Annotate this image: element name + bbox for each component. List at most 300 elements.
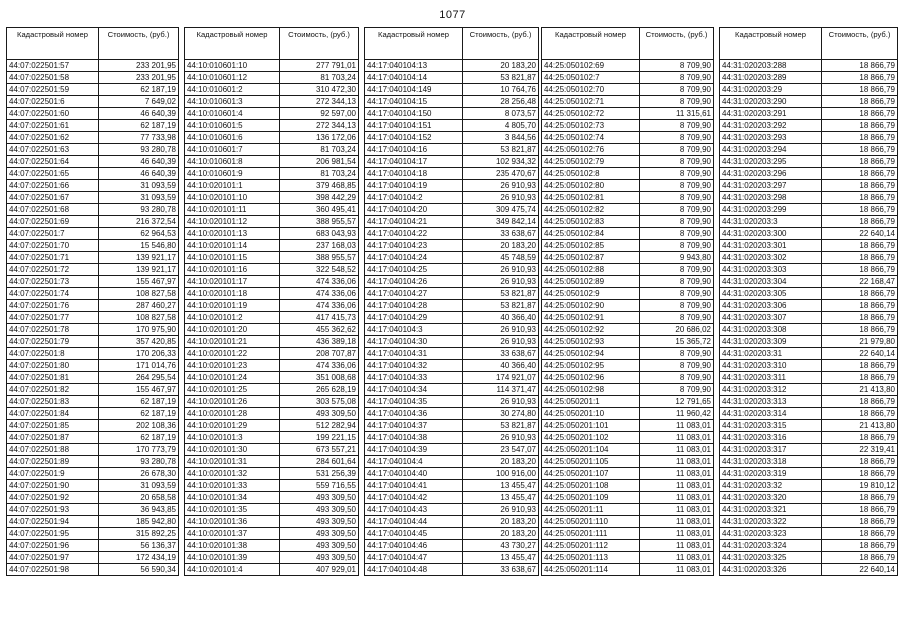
cadastral-number-cell: 44:10:020101:18 xyxy=(185,288,280,300)
cost-cell: 8 709,90 xyxy=(640,144,714,156)
cost-cell: 20 183,20 xyxy=(463,528,539,540)
table-row xyxy=(720,168,898,180)
cadastral-number-cell: 44:10:020101:23 xyxy=(185,360,280,372)
cadastral-number-cell: 44:10:010601:10 xyxy=(185,60,280,72)
cadastral-number-cell: 44:17:040104:27 xyxy=(365,288,463,300)
cadastral-number-cell: 44:07:022501:76 xyxy=(7,300,99,312)
cadastral-number-cell: 44:31:020203:289 xyxy=(720,72,822,84)
cost-cell: 18 866,79 xyxy=(822,132,898,144)
cost-cell: 233 201,95 xyxy=(99,60,179,72)
cadastral-number-cell: 44:10:020101:2 xyxy=(185,312,280,324)
cost-cell: 26 910,93 xyxy=(463,504,539,516)
cadastral-number-cell: 44:07:022501:71 xyxy=(7,252,99,264)
cost-cell: 46 640,39 xyxy=(99,156,179,168)
cost-cell: 315 892,25 xyxy=(99,528,179,540)
cost-cell: 8 709,90 xyxy=(640,120,714,132)
cost-cell: 155 467,97 xyxy=(99,384,179,396)
cost-cell: 22 640,14 xyxy=(822,228,898,240)
cost-cell: 174 921,07 xyxy=(463,372,539,384)
cost-cell: 474 336,06 xyxy=(280,288,359,300)
cost-cell: 8 709,90 xyxy=(640,180,714,192)
table-row xyxy=(365,216,539,228)
cadastral-number-cell: 44:17:040104:32 xyxy=(365,360,463,372)
cadastral-number-cell: 44:17:040104:44 xyxy=(365,516,463,528)
table-row xyxy=(7,516,179,528)
table-row xyxy=(720,408,898,420)
cost-cell: 235 470,67 xyxy=(463,168,539,180)
cost-cell: 22 640,14 xyxy=(822,348,898,360)
table-row xyxy=(7,192,179,204)
cost-cell: 8 709,90 xyxy=(640,348,714,360)
cost-cell: 18 866,79 xyxy=(822,264,898,276)
table-row xyxy=(7,96,179,108)
table-row xyxy=(7,480,179,492)
cadastral-number-cell: 44:17:040104:151 xyxy=(365,120,463,132)
table-row xyxy=(185,324,359,336)
cost-cell: 62 964,53 xyxy=(99,228,179,240)
cost-cell: 264 295,54 xyxy=(99,372,179,384)
table-row xyxy=(542,372,714,384)
cadastral-number-cell: 44:17:040104:15 xyxy=(365,96,463,108)
cadastral-number-cell: 44:31:020203:326 xyxy=(720,564,822,576)
table-row xyxy=(365,480,539,492)
cost-cell: 8 709,90 xyxy=(640,360,714,372)
cost-cell: 309 475,74 xyxy=(463,204,539,216)
table-row xyxy=(720,456,898,468)
table-row xyxy=(7,240,179,252)
cost-cell: 26 910,93 xyxy=(463,192,539,204)
cadastral-number-cell: 44:10:020101:34 xyxy=(185,492,280,504)
table-row xyxy=(720,360,898,372)
table-row xyxy=(185,144,359,156)
cadastral-number-cell: 44:07:022501:57 xyxy=(7,60,99,72)
cadastral-number-cell: 44:17:040104:3 xyxy=(365,324,463,336)
cadastral-number-cell: 44:31:020203:300 xyxy=(720,228,822,240)
table-row xyxy=(185,444,359,456)
cost-cell: 18 866,79 xyxy=(822,372,898,384)
header-cadastral-number: Кадастровый номер xyxy=(720,28,822,60)
cost-cell: 136 172,06 xyxy=(280,132,359,144)
cost-cell: 21 413,80 xyxy=(822,420,898,432)
cost-cell: 170 206,33 xyxy=(99,348,179,360)
cadastral-number-cell: 44:07:022501:58 xyxy=(7,72,99,84)
table-row xyxy=(365,312,539,324)
cost-cell: 8 709,90 xyxy=(640,276,714,288)
cadastral-table-5 xyxy=(719,27,898,576)
cadastral-number-cell: 44:07:022501:62 xyxy=(7,132,99,144)
cost-cell: 18 866,79 xyxy=(822,84,898,96)
cadastral-number-cell: 44:10:020101:35 xyxy=(185,504,280,516)
table-row xyxy=(720,324,898,336)
table-row xyxy=(7,108,179,120)
table-row xyxy=(365,156,539,168)
cost-cell: 493 309,50 xyxy=(280,552,359,564)
cost-cell: 45 748,59 xyxy=(463,252,539,264)
cost-cell: 170 773,79 xyxy=(99,444,179,456)
cadastral-number-cell: 44:17:040104:21 xyxy=(365,216,463,228)
cost-cell: 531 256,39 xyxy=(280,468,359,480)
cadastral-number-cell: 44:17:040104:39 xyxy=(365,444,463,456)
cadastral-number-cell: 44:17:040104:43 xyxy=(365,504,463,516)
cadastral-number-cell: 44:10:010601:12 xyxy=(185,72,280,84)
cadastral-number-cell: 44:07:022501:83 xyxy=(7,396,99,408)
table-row xyxy=(7,84,179,96)
table-row xyxy=(542,168,714,180)
table-row xyxy=(720,492,898,504)
cadastral-number-cell: 44:10:020101:15 xyxy=(185,252,280,264)
table-row xyxy=(365,72,539,84)
cost-cell: 493 309,50 xyxy=(280,492,359,504)
table-row xyxy=(720,96,898,108)
cadastral-number-cell: 44:07:022501:85 xyxy=(7,420,99,432)
cadastral-number-cell: 44:07:022501:67 xyxy=(7,192,99,204)
cost-cell: 284 601,64 xyxy=(280,456,359,468)
cost-cell: 18 866,79 xyxy=(822,96,898,108)
table-row xyxy=(720,420,898,432)
cadastral-number-cell: 44:07:022501:77 xyxy=(7,312,99,324)
table-row xyxy=(7,384,179,396)
cost-cell: 21 413,80 xyxy=(822,384,898,396)
table-row xyxy=(7,360,179,372)
header-cost: Стоимость, (руб.) xyxy=(640,28,714,60)
cadastral-number-cell: 44:07:022501:93 xyxy=(7,504,99,516)
table-row xyxy=(7,552,179,564)
table-row xyxy=(365,360,539,372)
cadastral-table-4 xyxy=(541,27,714,576)
cost-cell: 8 709,90 xyxy=(640,132,714,144)
table-row xyxy=(7,60,179,72)
table-row xyxy=(365,84,539,96)
cost-cell: 277 791,01 xyxy=(280,60,359,72)
cost-cell: 233 201,95 xyxy=(99,72,179,84)
cadastral-number-cell: 44:25:050201:111 xyxy=(542,528,640,540)
cadastral-number-cell: 44:17:040104:42 xyxy=(365,492,463,504)
cadastral-number-cell: 44:07:022501:73 xyxy=(7,276,99,288)
cadastral-number-cell: 44:25:050201:108 xyxy=(542,480,640,492)
cadastral-number-cell: 44:17:040104:19 xyxy=(365,180,463,192)
cadastral-number-cell: 44:07:022501:94 xyxy=(7,516,99,528)
cadastral-table-1 xyxy=(6,27,179,576)
cadastral-number-cell: 44:25:050102:91 xyxy=(542,312,640,324)
cadastral-number-cell: 44:07:022501:79 xyxy=(7,336,99,348)
table-row xyxy=(185,492,359,504)
cadastral-number-cell: 44:31:020203:322 xyxy=(720,516,822,528)
table-row xyxy=(542,420,714,432)
table-row xyxy=(7,264,179,276)
table-row xyxy=(7,276,179,288)
cadastral-number-cell: 44:31:020203:321 xyxy=(720,504,822,516)
cost-cell: 11 083,01 xyxy=(640,564,714,576)
cadastral-number-cell: 44:25:050102:88 xyxy=(542,264,640,276)
table-header-row xyxy=(365,28,539,60)
table-row xyxy=(185,432,359,444)
cost-cell: 388 955,57 xyxy=(280,216,359,228)
table-row xyxy=(542,564,714,576)
table-row xyxy=(185,312,359,324)
table-row xyxy=(7,492,179,504)
table-row xyxy=(542,396,714,408)
cadastral-number-cell: 44:07:022501:6 xyxy=(7,96,99,108)
header-cost: Стоимость, (руб.) xyxy=(822,28,898,60)
cost-cell: 417 415,73 xyxy=(280,312,359,324)
cost-cell: 12 791,65 xyxy=(640,396,714,408)
table-row xyxy=(542,120,714,132)
cadastral-number-cell: 44:07:022501:98 xyxy=(7,564,99,576)
cost-cell: 23 547,07 xyxy=(463,444,539,456)
cost-cell: 237 168,03 xyxy=(280,240,359,252)
cadastral-number-cell: 44:31:020203:319 xyxy=(720,468,822,480)
cost-cell: 53 821,87 xyxy=(463,144,539,156)
cost-cell: 171 014,76 xyxy=(99,360,179,372)
cadastral-number-cell: 44:31:020203:291 xyxy=(720,108,822,120)
table-row xyxy=(365,408,539,420)
cost-cell: 93 280,78 xyxy=(99,204,179,216)
header-cadastral-number: Кадастровый номер xyxy=(7,28,99,60)
table-row xyxy=(185,396,359,408)
cadastral-number-cell: 44:10:020101:19 xyxy=(185,300,280,312)
table-row xyxy=(185,168,359,180)
table-row xyxy=(365,552,539,564)
cost-cell: 46 640,39 xyxy=(99,108,179,120)
table-row xyxy=(720,384,898,396)
cadastral-number-cell: 44:31:020203:307 xyxy=(720,312,822,324)
cost-cell: 18 866,79 xyxy=(822,456,898,468)
cost-cell: 11 083,01 xyxy=(640,420,714,432)
cost-cell: 474 336,06 xyxy=(280,276,359,288)
table-row xyxy=(185,564,359,576)
table-row xyxy=(7,444,179,456)
cadastral-number-cell: 44:25:050201:105 xyxy=(542,456,640,468)
cadastral-number-cell: 44:17:040104:149 xyxy=(365,84,463,96)
cadastral-number-cell: 44:31:020203:325 xyxy=(720,552,822,564)
cadastral-number-cell: 44:17:040104:47 xyxy=(365,552,463,564)
cadastral-number-cell: 44:25:050102:9 xyxy=(542,288,640,300)
cadastral-number-cell: 44:07:022501:64 xyxy=(7,156,99,168)
cost-cell: 20 183,20 xyxy=(463,516,539,528)
cost-cell: 18 866,79 xyxy=(822,360,898,372)
cost-cell: 18 866,79 xyxy=(822,72,898,84)
cost-cell: 31 093,59 xyxy=(99,180,179,192)
table-row xyxy=(185,216,359,228)
cost-cell: 18 866,79 xyxy=(822,432,898,444)
cadastral-number-cell: 44:31:020203:295 xyxy=(720,156,822,168)
cadastral-number-cell: 44:25:050201:110 xyxy=(542,516,640,528)
cadastral-number-cell: 44:25:050102:79 xyxy=(542,156,640,168)
cost-cell: 100 916,00 xyxy=(463,468,539,480)
table-row xyxy=(542,288,714,300)
cadastral-number-cell: 44:10:020101:24 xyxy=(185,372,280,384)
table-row xyxy=(720,192,898,204)
cost-cell: 19 810,12 xyxy=(822,480,898,492)
table-row xyxy=(365,168,539,180)
cost-cell: 8 709,90 xyxy=(640,372,714,384)
table-row xyxy=(7,180,179,192)
cadastral-number-cell: 44:07:022501:82 xyxy=(7,384,99,396)
cost-cell: 26 910,93 xyxy=(463,276,539,288)
cost-cell: 18 866,79 xyxy=(822,312,898,324)
cost-cell: 18 866,79 xyxy=(822,108,898,120)
cadastral-number-cell: 44:31:020203:323 xyxy=(720,528,822,540)
cadastral-number-cell: 44:17:040104:2 xyxy=(365,192,463,204)
cadastral-number-cell: 44:07:022501:66 xyxy=(7,180,99,192)
cost-cell: 8 709,90 xyxy=(640,384,714,396)
table-row xyxy=(185,192,359,204)
table-row xyxy=(720,84,898,96)
cost-cell: 62 187,19 xyxy=(99,84,179,96)
table-row xyxy=(7,348,179,360)
table-row xyxy=(185,336,359,348)
cadastral-number-cell: 44:25:050102:71 xyxy=(542,96,640,108)
cadastral-number-cell: 44:17:040104:46 xyxy=(365,540,463,552)
cost-cell: 8 709,90 xyxy=(640,228,714,240)
table-row xyxy=(542,384,714,396)
cadastral-number-cell: 44:25:050102:85 xyxy=(542,240,640,252)
cost-cell: 11 083,01 xyxy=(640,468,714,480)
cadastral-number-cell: 44:31:020203:314 xyxy=(720,408,822,420)
cadastral-number-cell: 44:17:040104:41 xyxy=(365,480,463,492)
cost-cell: 18 866,79 xyxy=(822,528,898,540)
cost-cell: 13 455,47 xyxy=(463,552,539,564)
table-row xyxy=(365,276,539,288)
table-row xyxy=(365,288,539,300)
cost-cell: 18 866,79 xyxy=(822,492,898,504)
cadastral-number-cell: 44:07:022501:9 xyxy=(7,468,99,480)
cadastral-number-cell: 44:31:020203:301 xyxy=(720,240,822,252)
cadastral-number-cell: 44:17:040104:40 xyxy=(365,468,463,480)
cost-cell: 388 955,57 xyxy=(280,252,359,264)
cadastral-number-cell: 44:25:050201:10 xyxy=(542,408,640,420)
cadastral-number-cell: 44:25:050102:96 xyxy=(542,372,640,384)
table-row xyxy=(365,420,539,432)
cadastral-number-cell: 44:07:022501:74 xyxy=(7,288,99,300)
table-row xyxy=(185,420,359,432)
cadastral-number-cell: 44:31:020203:324 xyxy=(720,540,822,552)
header-cadastral-number: Кадастровый номер xyxy=(365,28,463,60)
table-row xyxy=(7,540,179,552)
table-row xyxy=(542,480,714,492)
cost-cell: 40 366,40 xyxy=(463,312,539,324)
cadastral-number-cell: 44:31:020203:304 xyxy=(720,276,822,288)
table-row xyxy=(542,252,714,264)
cadastral-number-cell: 44:17:040104:30 xyxy=(365,336,463,348)
table-row xyxy=(365,444,539,456)
table-row xyxy=(542,444,714,456)
table-row xyxy=(720,516,898,528)
table-row xyxy=(542,492,714,504)
cost-cell: 216 372,54 xyxy=(99,216,179,228)
table-row xyxy=(185,132,359,144)
cadastral-number-cell: 44:25:050102:87 xyxy=(542,252,640,264)
cost-cell: 81 703,24 xyxy=(280,168,359,180)
cost-cell: 18 866,79 xyxy=(822,540,898,552)
table-row xyxy=(185,468,359,480)
table-row xyxy=(720,312,898,324)
cadastral-number-cell: 44:25:050102:98 xyxy=(542,384,640,396)
table-row xyxy=(365,132,539,144)
cadastral-number-cell: 44:10:020101:38 xyxy=(185,540,280,552)
table-row xyxy=(365,540,539,552)
cost-cell: 13 455,47 xyxy=(463,480,539,492)
cost-cell: 18 866,79 xyxy=(822,156,898,168)
table-row xyxy=(365,120,539,132)
table-row xyxy=(185,480,359,492)
table-row xyxy=(185,252,359,264)
cadastral-number-cell: 44:31:020203:320 xyxy=(720,492,822,504)
cost-cell: 53 821,87 xyxy=(463,72,539,84)
cadastral-number-cell: 44:25:050201:114 xyxy=(542,564,640,576)
cost-cell: 102 934,32 xyxy=(463,156,539,168)
table-row xyxy=(365,192,539,204)
table-row xyxy=(720,504,898,516)
table-row xyxy=(365,324,539,336)
cadastral-number-cell: 44:25:050102:81 xyxy=(542,192,640,204)
table-row xyxy=(365,456,539,468)
cost-cell: 18 866,79 xyxy=(822,60,898,72)
table-row xyxy=(7,408,179,420)
cost-cell: 199 221,15 xyxy=(280,432,359,444)
table-row xyxy=(7,420,179,432)
cadastral-number-cell: 44:31:020203:3 xyxy=(720,216,822,228)
table-body xyxy=(7,60,179,576)
cadastral-number-cell: 44:17:040104:31 xyxy=(365,348,463,360)
cadastral-number-cell: 44:07:022501:60 xyxy=(7,108,99,120)
cadastral-number-cell: 44:31:020203:302 xyxy=(720,252,822,264)
cadastral-number-cell: 44:10:020101:29 xyxy=(185,420,280,432)
table-row xyxy=(185,372,359,384)
table-row xyxy=(185,504,359,516)
cadastral-number-cell: 44:17:040104:22 xyxy=(365,228,463,240)
table-row xyxy=(365,336,539,348)
cadastral-number-cell: 44:31:020203:288 xyxy=(720,60,822,72)
table-row xyxy=(720,216,898,228)
cost-cell: 20 686,02 xyxy=(640,324,714,336)
table-row xyxy=(185,108,359,120)
table-row xyxy=(542,84,714,96)
cadastral-number-cell: 44:17:040104:150 xyxy=(365,108,463,120)
cadastral-number-cell: 44:10:010601:9 xyxy=(185,168,280,180)
cost-cell: 351 008,68 xyxy=(280,372,359,384)
cost-cell: 20 658,58 xyxy=(99,492,179,504)
cost-cell: 40 366,40 xyxy=(463,360,539,372)
cost-cell: 81 703,24 xyxy=(280,72,359,84)
cadastral-table-3 xyxy=(364,27,539,576)
table-row xyxy=(365,372,539,384)
cadastral-number-cell: 44:31:020203:292 xyxy=(720,120,822,132)
cost-cell: 8 709,90 xyxy=(640,288,714,300)
table-row xyxy=(7,504,179,516)
table-row xyxy=(365,60,539,72)
cost-cell: 8 073,57 xyxy=(463,108,539,120)
cadastral-number-cell: 44:31:020203:313 xyxy=(720,396,822,408)
cost-cell: 18 866,79 xyxy=(822,288,898,300)
cadastral-number-cell: 44:31:020203:312 xyxy=(720,384,822,396)
cost-cell: 272 344,13 xyxy=(280,96,359,108)
cost-cell: 3 844,56 xyxy=(463,132,539,144)
table-body xyxy=(365,60,539,576)
cost-cell: 493 309,50 xyxy=(280,540,359,552)
table-row xyxy=(542,216,714,228)
cost-cell: 360 495,41 xyxy=(280,204,359,216)
table-row xyxy=(7,132,179,144)
cadastral-number-cell: 44:10:020101:10 xyxy=(185,192,280,204)
cadastral-number-cell: 44:17:040104:18 xyxy=(365,168,463,180)
cadastral-number-cell: 44:25:050102:7 xyxy=(542,72,640,84)
cost-cell: 272 344,13 xyxy=(280,120,359,132)
cost-cell: 33 638,67 xyxy=(463,348,539,360)
table-row xyxy=(542,192,714,204)
cost-cell: 26 910,93 xyxy=(463,180,539,192)
cadastral-number-cell: 44:10:020101:16 xyxy=(185,264,280,276)
